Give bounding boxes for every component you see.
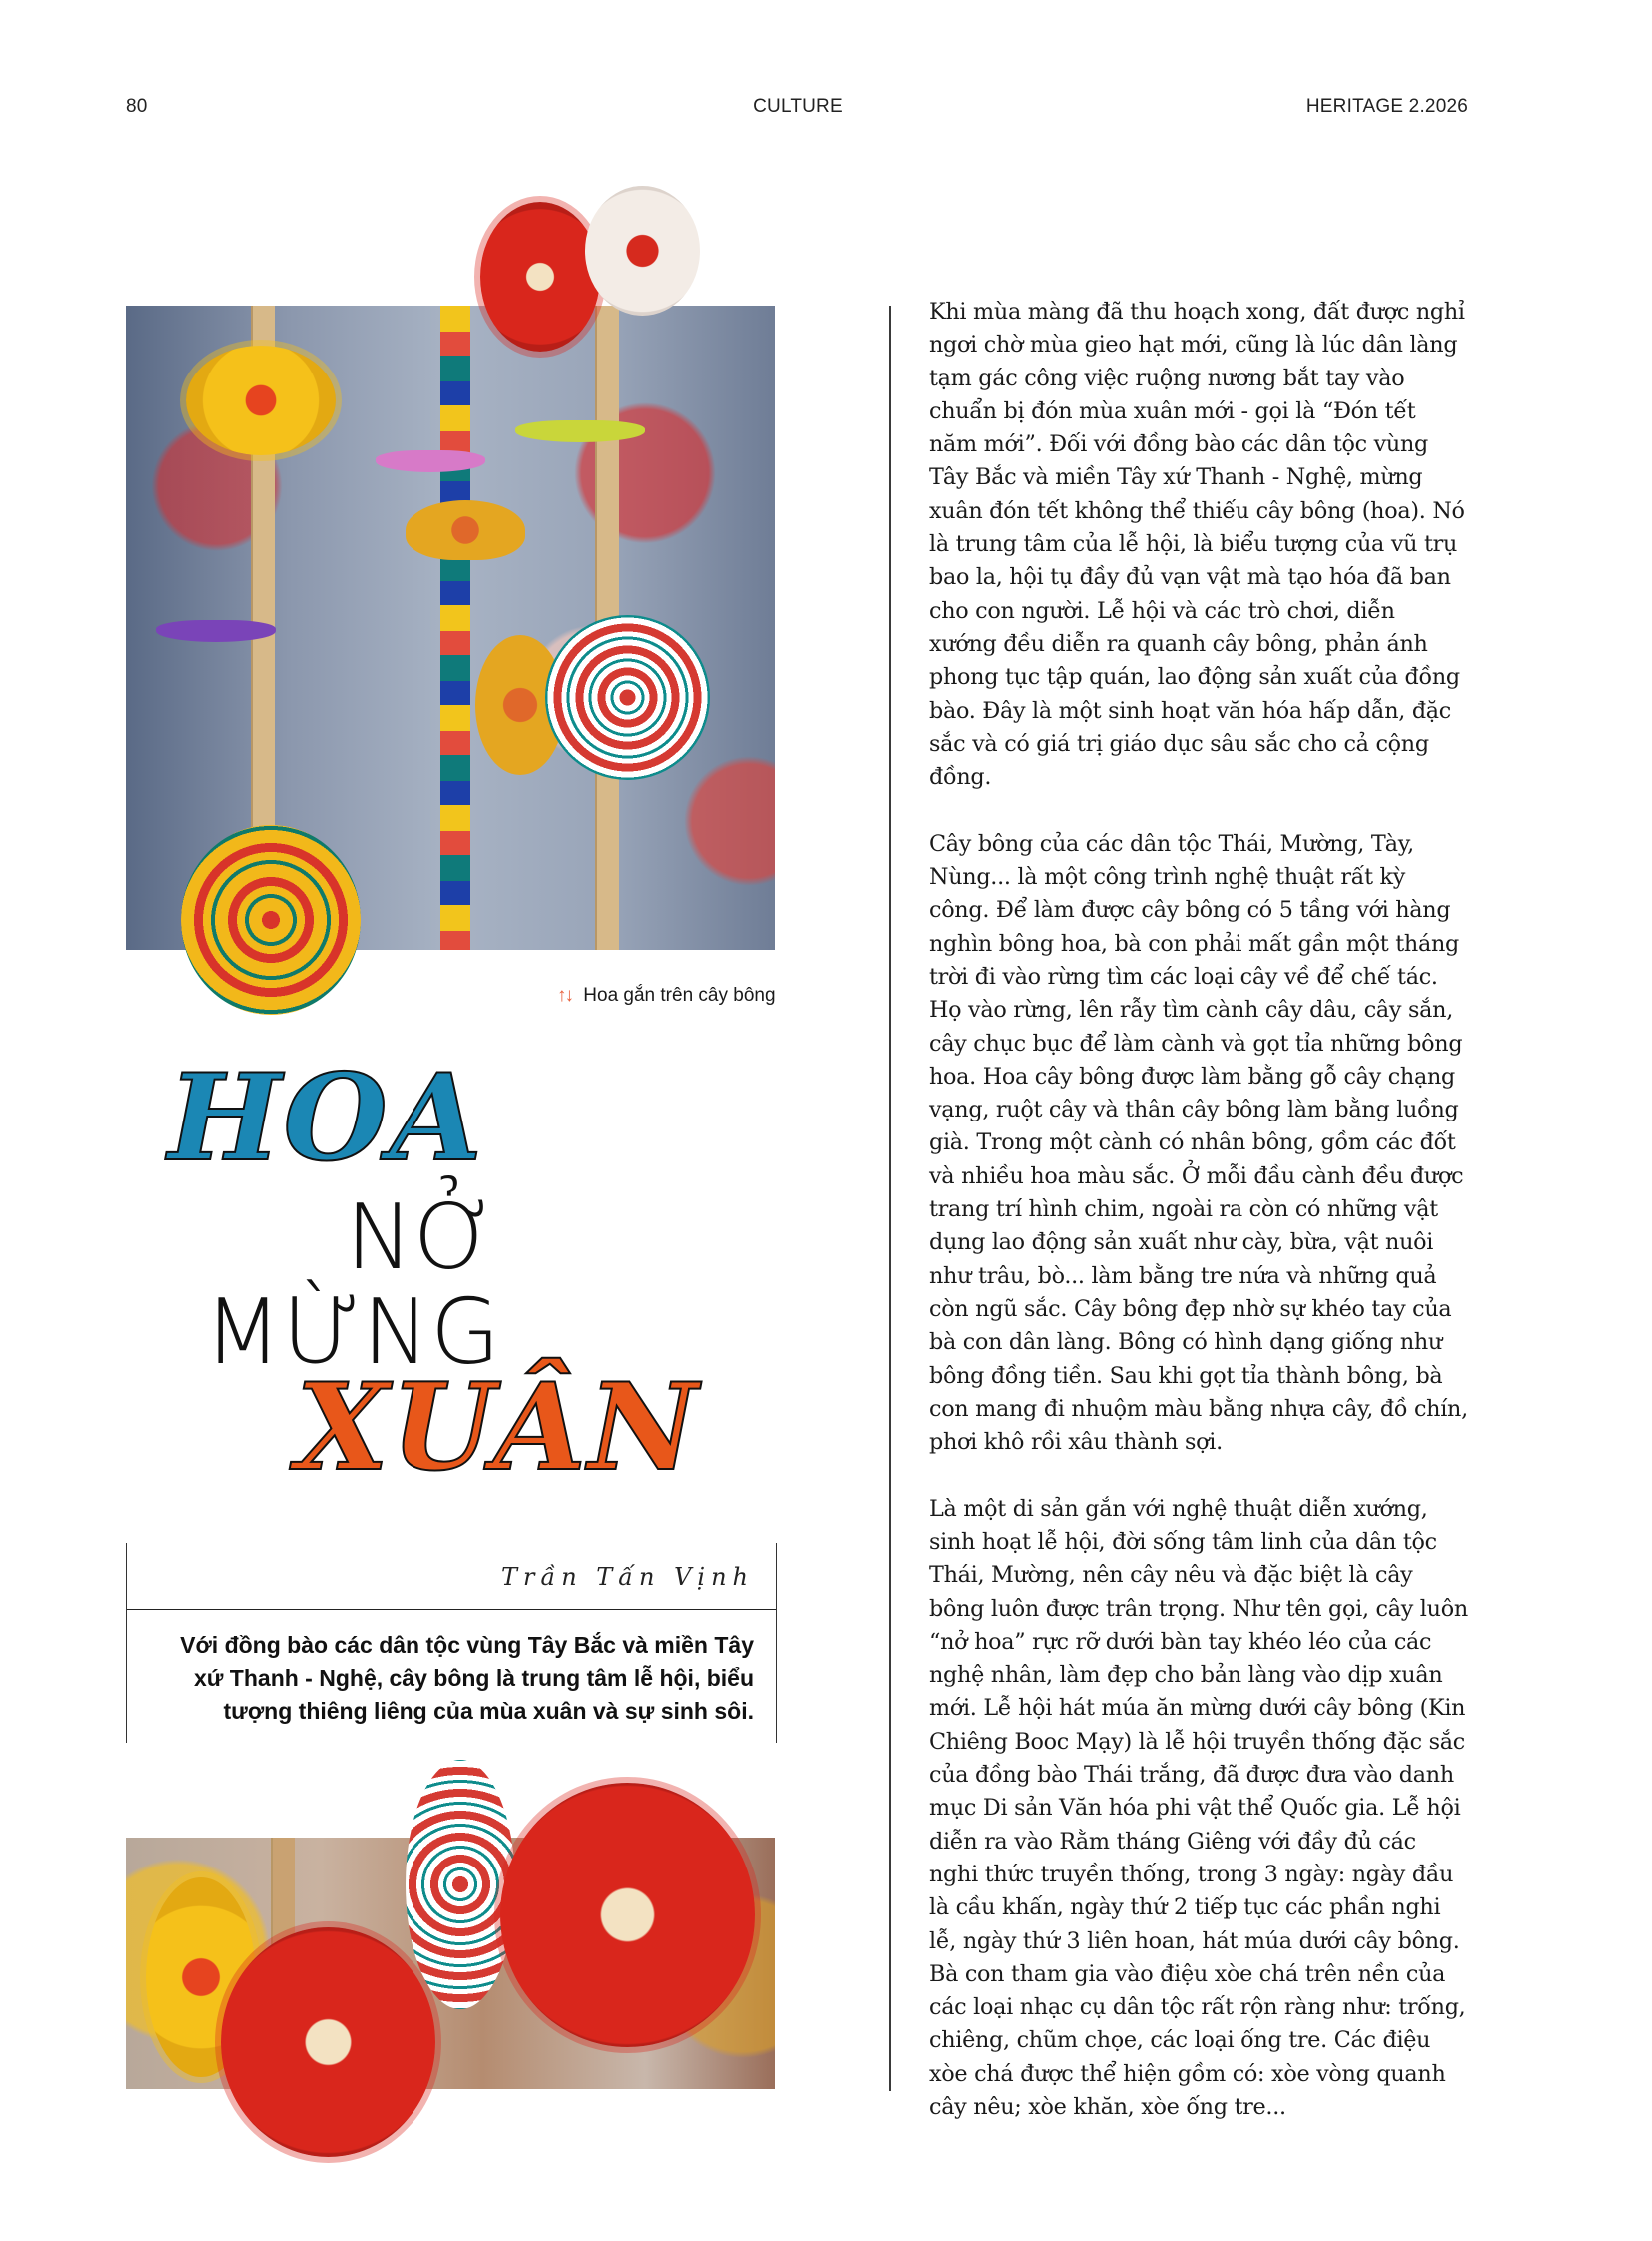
top-photo-tiedye-flower	[181, 825, 361, 1015]
column-rule	[889, 306, 891, 2091]
byline-divider	[127, 1609, 776, 1610]
bottom-photo	[126, 1838, 775, 2089]
body-paragraph: Là một di sản gắn với nghệ thuật diễn xướng, sinh hoạt lễ hội, đời sống tâm linh của dân tộc Thái, Mường, nên cây nêu và đặc biệt là cây bông luôn được trân trọng. Như tên gọi, cây luôn “nở hoa” rực rỡ dưới bàn tay khéo léo của các nghệ nhân, làm đẹp cho bản làng vào dịp xuân mới. Lễ hội hát múa ăn mừng dưới cây bông (Kin Chiêng Booc Mạy) là lễ hội truyền thống đặc sắc của đồng bào Thái trắng, đã được đưa vào danh mục Di sản Văn hóa phi vật thể Quốc gia. Lễ hội diễn ra vào Rằm tháng Giêng với đầy đủ các nghi thức truyền thống, trong 3 ngày: ngày đầu là cầu khấn, ngày thứ 2 tiếp tục các phần nghi lễ, ngày thứ 3 liên hoan, hát múa dưới cây bông. Bà con tham gia vào điệu xòe chá trên nền của các loại nhạc cụ dân tộc rất rộn ràng như: trống, chiêng, chũm chọe, các loại ống tre. Các điệu xòe chá được thể hiện gồm có: xòe vòng quanh cây nêu; xòe khăn, xòe ống tre...	[929, 1495, 1468, 2121]
bottom-photo-spiral-flower	[406, 1760, 515, 2009]
section-label: CULTURE	[753, 96, 843, 117]
body-paragraph: Cây bông của các dân tộc Thái, Mường, Tày, Nùng... là một công trình nghệ thuật rất kỳ công. Để làm được cây bông có 5 tầng với hàng nghìn bông hoa, bà con phải mất gần một tháng trời đi vào rừng tìm các loại cây về để chế tác. Họ vào rừng, lên rẫy tìm cành cây dâu, cây sắn, cây chục bục để làm cành và gọt tỉa những bông hoa. Hoa cây bông được làm bằng gỗ cây chạng vạng, ruột cây và thân cây bông làm bằng luồng già. Trong một cành có nhân bông, gồm các đốt và nhiều hoa màu sắc. Ở mỗi đầu cành đều được trang trí hình chim, ngoài ra còn có những vật dụng lao động sản xuất như cày, bừa, vật nuôi như trâu, bò... làm bằng tre nứa và những quả còn ngũ sắc. Cây bông đẹp nhờ sự khéo tay của bà con dân làng. Bông có hình dạng giống như bông đồng tiền. Sau khi gọt tỉa thành bông, bà con mang đi nhuộm màu bằng nhựa cây, đồ chín, phơi khô rồi xâu thành sợi.	[929, 830, 1468, 1456]
bottom-photo-red-flower-large	[500, 1783, 755, 2047]
title-line-1: HOA	[168, 1048, 485, 1188]
author-byline: Trần Tấn Vịnh	[501, 1563, 754, 1591]
byline-lead-box	[126, 1543, 777, 1743]
top-photo-white-flower	[585, 186, 700, 316]
title-line-4: XUÂN	[296, 1357, 700, 1498]
photo-caption-text: Hoa gắn trên cây bông	[583, 985, 776, 1006]
article-body	[929, 296, 1468, 2158]
bottom-photo-red-flower-small	[221, 1927, 435, 2157]
title-line-2: NỞ	[346, 1185, 499, 1290]
page-number: 80	[126, 96, 148, 117]
up-down-arrows-icon: ↑↓	[557, 985, 572, 1006]
title-line-3: MỪNG	[204, 1280, 501, 1385]
top-photo	[126, 306, 775, 950]
article-lead: Với đồng bào các dân tộc vùng Tây Bắc và miền Tây xứ Thanh - Nghệ, cây bông là trung tâm lễ hội, biểu tượng thiêng liêng của mùa xuân và sự sinh sôi.	[180, 1632, 754, 1724]
top-photo-red-flower	[480, 202, 600, 352]
photo-caption	[557, 985, 776, 1007]
issue-label: HERITAGE 2.2026	[1305, 96, 1468, 117]
body-paragraph: Khi mùa màng đã thu hoạch xong, đất được nghỉ ngơi chờ mùa gieo hạt mới, cũng là lúc dân làng tạm gác công việc ruộng nương bắt tay vào chuẩn bị đón mùa xuân mới - gọi là “Đón tết năm mới”. Đối với đồng bào các dân tộc vùng Tây Bắc và miền Tây xứ Thanh - Nghệ, mừng xuân đón tết không thể thiếu cây bông (hoa). Nó là trung tâm của lễ hội, là biểu tượng của vũ trụ bao la, hội tụ đầy đủ vạn vật mà tạo hóa đã ban cho con người. Lễ hội và các trò chơi, diễn xướng đều diễn ra quanh cây bông, phản ánh phong tục tập quán, lao động sản xuất của đồng bào. Đây là một sinh hoạt văn hóa hấp dẫn, đặc sắc và có giá trị giáo dục sâu sắc cho cả cộng đồng.	[929, 299, 1465, 791]
